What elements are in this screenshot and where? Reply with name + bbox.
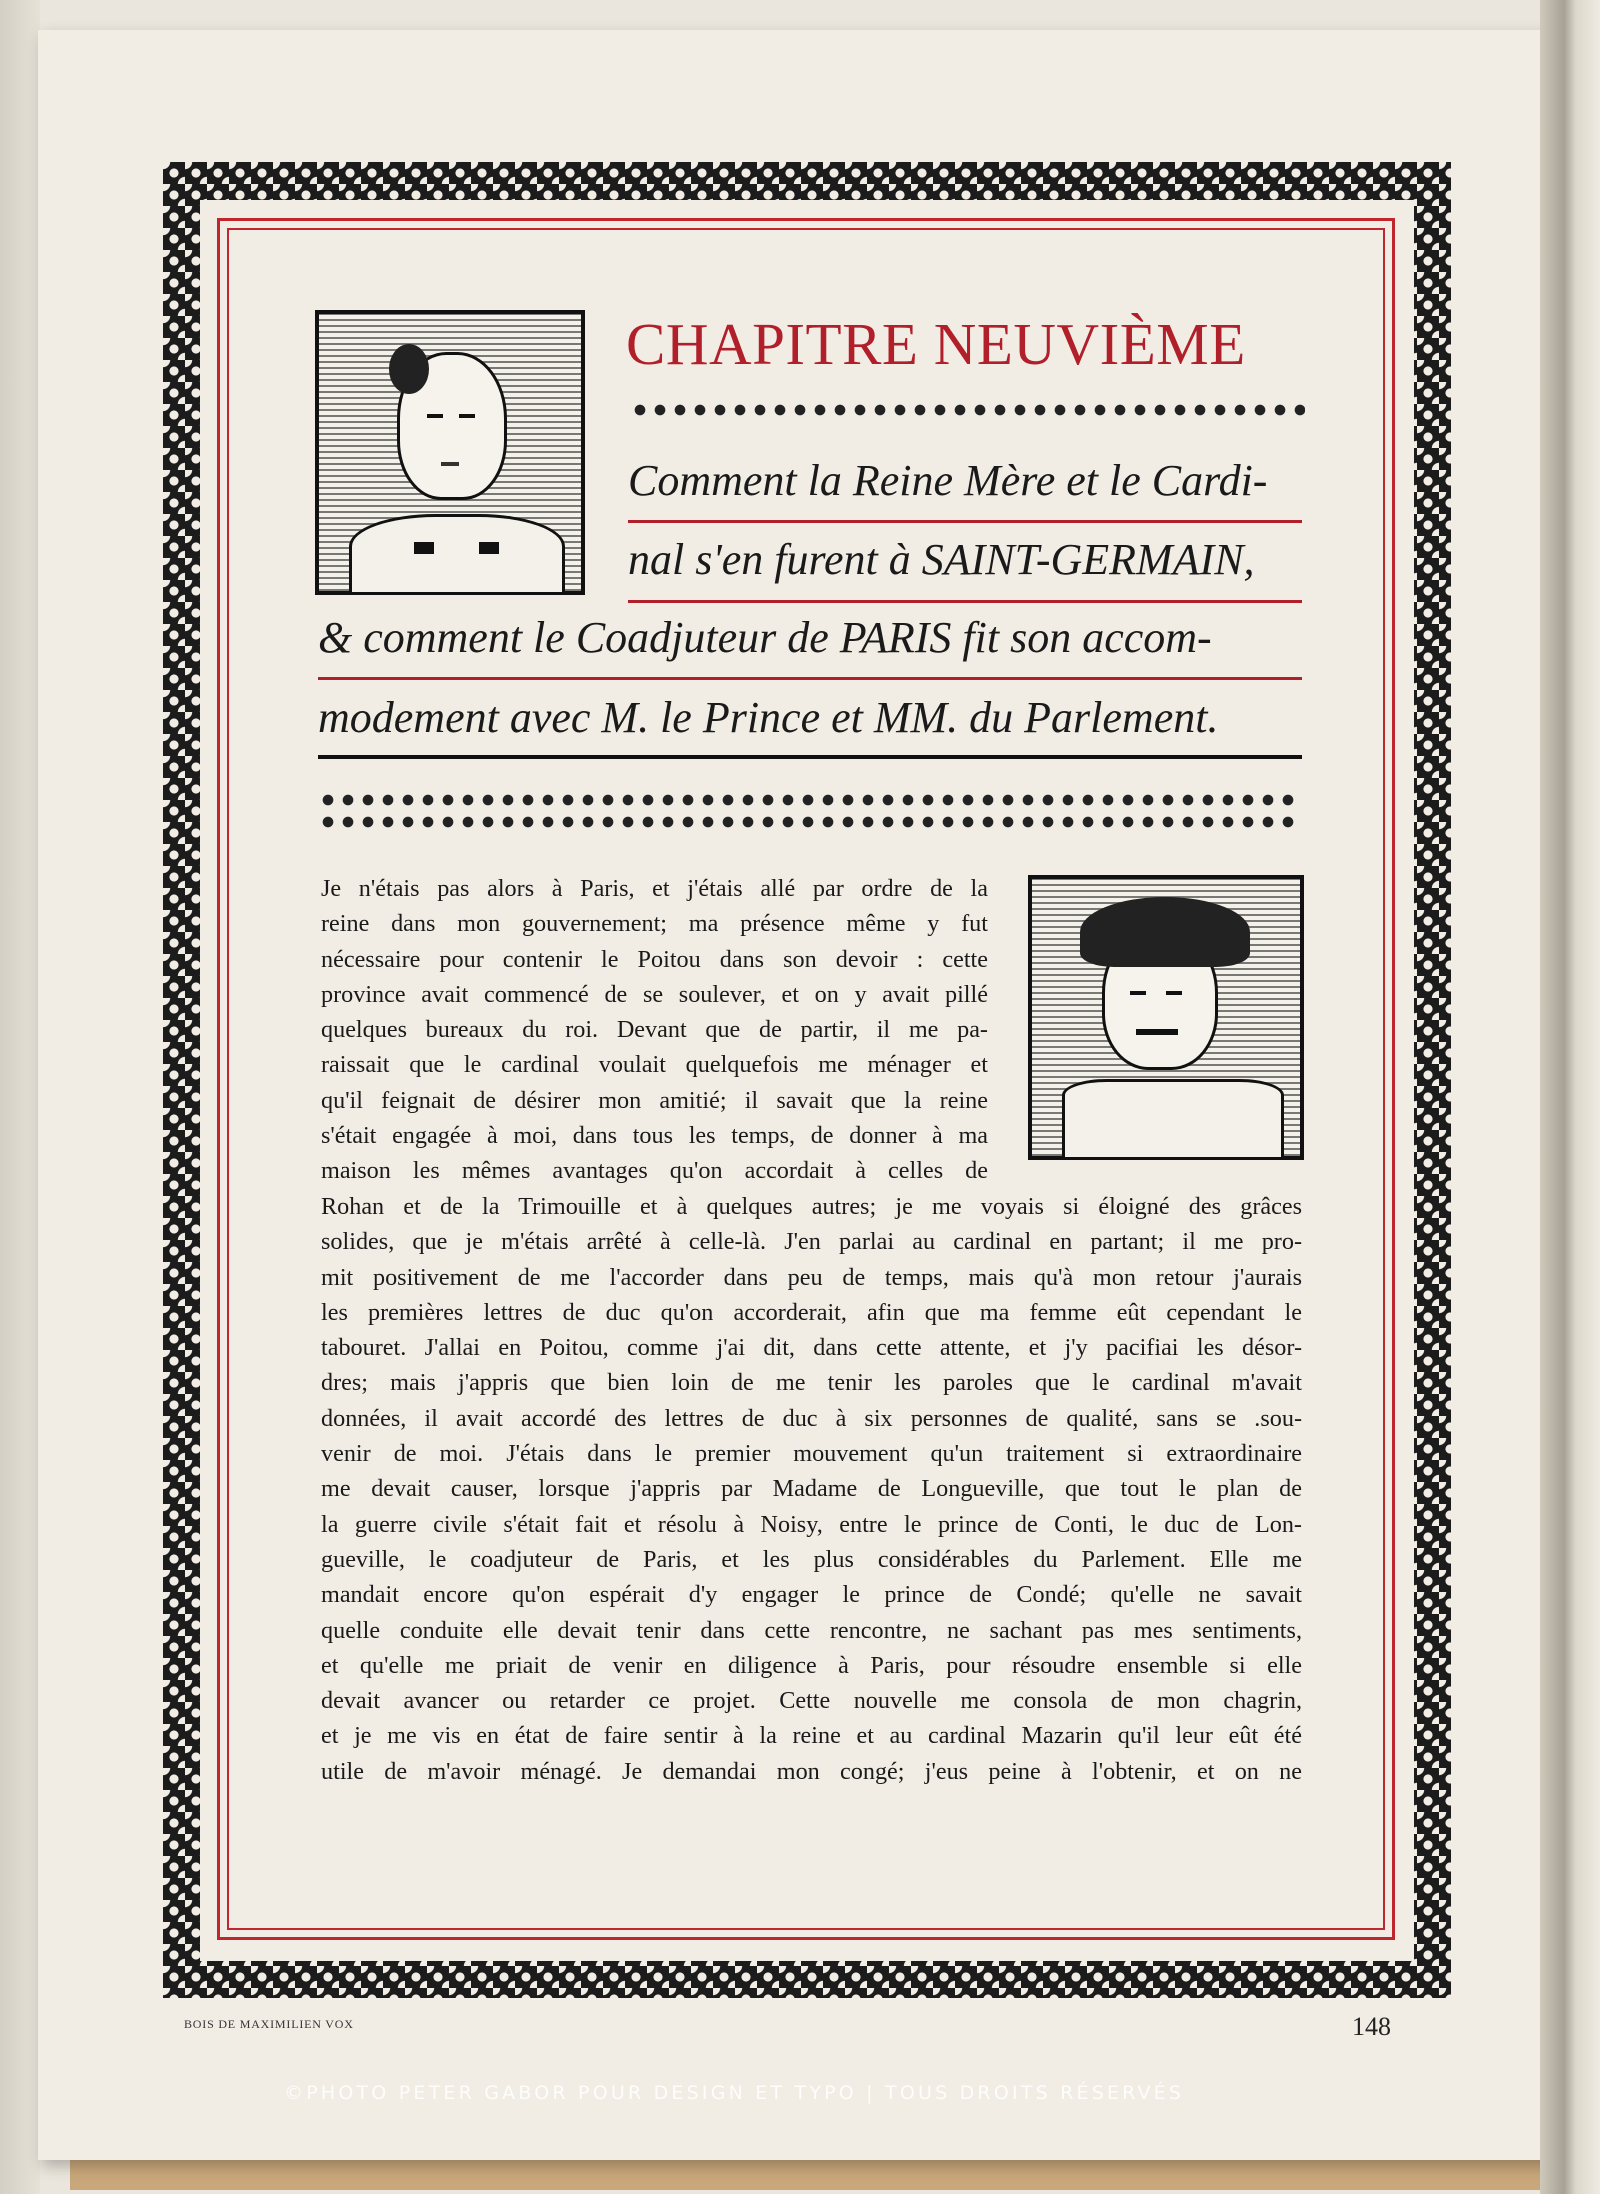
body-line: la guerre civile s'était fait et résolu à Noisy, entre le prince de Conti, le duc de Lon-	[321, 1510, 1302, 1538]
page-number: 148	[1352, 2012, 1391, 2041]
subtitle-rule-1	[628, 520, 1302, 523]
man-collar	[1062, 1079, 1284, 1160]
woman-bodice	[349, 514, 565, 595]
woodcut-credit-caption: BOIS DE MAXIMILIEN VOX	[184, 2017, 354, 2031]
body-line: qu'il feignait de désirer mon amitié; il savait que la reine	[321, 1086, 988, 1114]
body-text-column-narrow	[321, 871, 988, 1189]
body-line: s'était engagée à moi, dans tous les temps, de donner à ma	[321, 1122, 988, 1150]
body-line: Rohan et de la Trimouille et à quelques autres; je me voyais si éloigné des grâces	[321, 1193, 1302, 1220]
title-ornament-band	[630, 400, 1305, 420]
body-line: et qu'elle me priait de venir en diligence à Paris, pour résoudre ensemble si elle	[321, 1651, 1302, 1679]
body-line: et je me vis en état de faire sentir à la reine et au cardinal Mazarin qu'il leur eût été	[321, 1722, 1302, 1750]
body-line: province avait commencé de se soulever, et on y avait pillé	[321, 980, 988, 1008]
man-eye-left	[1130, 991, 1146, 995]
body-line: mandait encore qu'on espérait d'y engager le prince de Condé; qu'elle ne savait	[321, 1581, 1302, 1609]
body-line: nécessaire pour contenir le Poitou dans son devoir : cette	[321, 945, 988, 973]
body-line: maison les mêmes avantages qu'on accordait à celles de	[321, 1157, 988, 1185]
body-line: gueville, le coadjuteur de Paris, et les plus considérables du Parlement. Elle me	[321, 1545, 1302, 1573]
body-line: me devait causer, lorsque j'appris par Madame de Longueville, que tout le plan de	[321, 1475, 1302, 1503]
body-line: solides, que je m'étais arrêté à celle-là. J'en parlai au cardinal en partant; il me pro-	[321, 1228, 1302, 1256]
body-line: les premières lettres de duc qu'on accorderait, afin que ma femme eût cependant le	[321, 1298, 1302, 1326]
subtitle-rule-2	[628, 600, 1302, 603]
body-line: données, il avait accordé des lettres de duc à six personnes de qualité, sans se .sou-	[321, 1404, 1302, 1432]
body-line: raissait que le cardinal voulait quelquefois me ménager et	[321, 1051, 988, 1079]
man-moustache	[1136, 1029, 1178, 1035]
body-line: mit positivement de me l'accorder dans peu de temps, mais qu'à mon retour j'aurais	[321, 1263, 1302, 1291]
body-line: tabouret. J'allai en Poitou, comme j'ai dit, dans cette attente, et j'y pacifiai les désor-	[321, 1334, 1302, 1362]
woodcut-woman-portrait	[315, 310, 585, 595]
body-line: devait avancer ou retarder ce projet. Cette nouvelle me consola de mon chagrin,	[321, 1687, 1302, 1715]
woman-bow-right	[479, 542, 499, 554]
background-left	[0, 0, 40, 2194]
section-ornament-band-1	[318, 790, 1302, 810]
woman-hair-bun	[389, 344, 429, 394]
subtitle-rule-3	[318, 677, 1302, 680]
body-line: dres; mais j'appris que bien loin de me tenir les paroles que le cardinal m'avait	[321, 1369, 1302, 1397]
woman-mouth	[441, 462, 459, 466]
subtitle-line-3: & comment le Coadjuteur de PARIS fit son accom-	[318, 613, 1212, 662]
book-spine	[1540, 0, 1600, 2194]
body-line: venir de moi. J'étais dans le premier mouvement qu'un traitement si extraordinaire	[321, 1440, 1302, 1468]
subtitle-line-2: nal s'en furent à SAINT-GERMAIN,	[628, 535, 1255, 584]
body-line: quelques bureaux du roi. Devant que de partir, il me pa-	[321, 1016, 988, 1044]
woman-eye-right	[459, 414, 475, 418]
photo-credit-watermark: ©PHOTO PETER GABOR POUR DESIGN ET TYPO | TOUS DROITS RÉSERVÉS	[284, 2082, 1185, 2104]
body-text-column-wide	[321, 1189, 1302, 1789]
man-hair	[1080, 897, 1250, 967]
section-ornament-band-2	[318, 812, 1302, 832]
body-line: reine dans mon gouvernement; ma présence même y fut	[321, 910, 988, 938]
subtitle-line-4: modement avec M. le Prince et MM. du Parlement.	[318, 693, 1219, 742]
subtitle-rule-4	[318, 755, 1302, 759]
body-line: utile de m'avoir ménagé. Je demandai mon congé; j'eus peine à l'obtenir, et on ne	[321, 1757, 1302, 1785]
woodcut-man-portrait	[1028, 875, 1304, 1160]
subtitle-line-1: Comment la Reine Mère et le Cardi-	[628, 456, 1268, 505]
body-line: quelle conduite elle devait tenir dans cette rencontre, ne sachant pas mes sentiments,	[321, 1616, 1302, 1644]
chapter-title: CHAPITRE NEUVIÈME	[626, 311, 1246, 377]
woman-eye-left	[427, 414, 443, 418]
man-eye-right	[1166, 991, 1182, 995]
body-line: Je n'étais pas alors à Paris, et j'étais allé par ordre de la	[321, 875, 988, 902]
woman-bow-left	[414, 542, 434, 554]
